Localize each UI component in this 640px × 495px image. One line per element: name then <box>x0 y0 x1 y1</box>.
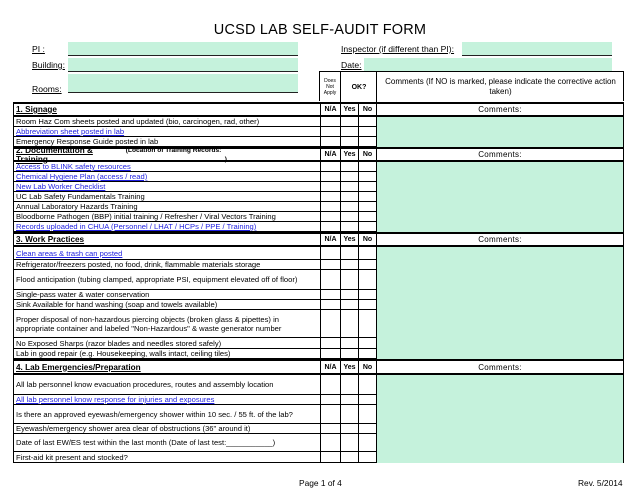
checklist-row <box>13 395 624 405</box>
na-checkbox[interactable] <box>320 212 340 222</box>
item-text: Bloodborne Pathogen (BBP) initial training / Refresher / Viral Vectors Training <box>13 212 320 222</box>
comments-field[interactable] <box>376 405 624 424</box>
yes-checkbox[interactable] <box>340 452 358 463</box>
rooms-label: Rooms: <box>32 84 62 94</box>
yes-checkbox[interactable] <box>340 137 358 147</box>
page-number: Page 1 of 4 <box>299 478 342 488</box>
na-checkbox[interactable] <box>320 172 340 182</box>
item-text: Single-pass water & water conservation <box>13 290 320 300</box>
no-checkbox[interactable] <box>358 338 376 349</box>
no-checkbox[interactable] <box>358 127 376 137</box>
na-checkbox[interactable] <box>320 452 340 463</box>
na-checkbox[interactable] <box>320 310 340 338</box>
checklist-row <box>13 349 624 359</box>
checklist-row <box>13 192 624 202</box>
yes-checkbox[interactable] <box>340 424 358 434</box>
item-text: Lab in good repair (e.g. Housekeeping, walls intact, ceiling tiles) <box>13 349 320 359</box>
no-checkbox[interactable] <box>358 300 376 310</box>
comments-header: Comments: <box>376 232 624 247</box>
comments-field[interactable] <box>376 222 624 232</box>
item-text: Annual Laboratory Hazards Training <box>13 202 320 212</box>
checklist-row <box>13 202 624 212</box>
na-checkbox[interactable] <box>320 162 340 172</box>
date-field[interactable] <box>364 58 612 72</box>
no-checkbox[interactable] <box>358 405 376 424</box>
date-label: Date: <box>341 60 362 70</box>
item-text: Proper disposal of non-hazardous piercing objects (broken glass & pipettes) in appropriate container and labeled "Non-Hazardous" & waste generator number <box>13 310 320 338</box>
comments-header: Comments: <box>376 102 624 117</box>
comments-field[interactable] <box>376 117 624 127</box>
checklist-row <box>13 247 624 260</box>
comments-field[interactable] <box>376 349 624 359</box>
no-checkbox[interactable] <box>358 162 376 172</box>
comments-field[interactable] <box>376 192 624 202</box>
item-text: Is there an approved eyewash/emergency shower within 10 sec. / 55 ft. of the lab? <box>13 405 320 424</box>
checklist-row <box>13 117 624 127</box>
checklist-row <box>13 182 624 192</box>
yes-header: Yes <box>340 359 358 375</box>
revision: Rev. 5/2014 <box>578 478 623 488</box>
section-title <box>13 359 320 375</box>
na-checkbox[interactable] <box>320 260 340 270</box>
checklist-row <box>13 222 624 232</box>
comments-field[interactable] <box>376 375 624 395</box>
no-checkbox[interactable] <box>358 424 376 434</box>
yes-checkbox[interactable] <box>340 117 358 127</box>
no-checkbox[interactable] <box>358 260 376 270</box>
checklist-row <box>13 162 624 172</box>
na-checkbox[interactable] <box>320 222 340 232</box>
yes-checkbox[interactable] <box>340 260 358 270</box>
checklist-row <box>13 270 624 290</box>
yes-checkbox[interactable] <box>340 127 358 137</box>
checklist-row <box>13 260 624 270</box>
comments-field[interactable] <box>376 424 624 434</box>
comments-field[interactable] <box>376 202 624 212</box>
building-label: Building: <box>32 60 65 70</box>
section-title-text: 2. Documentation & Training <box>16 145 93 164</box>
comments-field[interactable] <box>376 137 624 147</box>
no-checkbox[interactable] <box>358 202 376 212</box>
rooms-field[interactable] <box>68 74 298 93</box>
comments-field[interactable] <box>376 247 624 260</box>
no-checkbox[interactable] <box>358 395 376 405</box>
yes-checkbox[interactable] <box>340 172 358 182</box>
section-header <box>13 359 624 375</box>
no-checkbox[interactable] <box>358 222 376 232</box>
item-text: No Exposed Sharps (razor blades and needles stored safely) <box>13 338 320 349</box>
yes-checkbox[interactable] <box>340 434 358 452</box>
checklist-row <box>13 452 624 463</box>
item-link[interactable]: New Lab Worker Checklist <box>13 182 320 192</box>
no-checkbox[interactable] <box>358 137 376 147</box>
item-text: All lab personnel know evacuation procedures, routes and assembly location <box>13 375 320 395</box>
yes-checkbox[interactable] <box>340 202 358 212</box>
yes-checkbox[interactable] <box>340 349 358 359</box>
comments-field[interactable] <box>376 395 624 405</box>
inspector-label: Inspector (if different than PI): <box>341 44 455 54</box>
checklist-row <box>13 375 624 395</box>
yes-checkbox[interactable] <box>340 192 358 202</box>
item-text: Date of last EW/ES test within the last month (Date of last test:___________) <box>13 434 320 452</box>
checklist-row <box>13 212 624 222</box>
no-checkbox[interactable] <box>358 290 376 300</box>
item-link[interactable]: Chemical Hygiene Plan (access / read) <box>13 172 320 182</box>
item-link[interactable]: Clean areas & trash can posted <box>13 247 320 260</box>
section-title <box>13 232 320 247</box>
comments-field[interactable] <box>376 434 624 452</box>
pi-field[interactable] <box>68 42 298 56</box>
yes-checkbox[interactable] <box>340 338 358 349</box>
item-text: First-aid kit present and stocked? <box>13 452 320 463</box>
comments-field[interactable] <box>376 162 624 172</box>
item-text: Emergency Response Guide posted in lab <box>13 137 320 147</box>
pi-label: PI : <box>32 44 45 54</box>
na-checkbox[interactable] <box>320 405 340 424</box>
comments-field[interactable] <box>376 310 624 338</box>
no-checkbox[interactable] <box>358 310 376 338</box>
checklist-row <box>13 405 624 424</box>
comments-field[interactable] <box>376 172 624 182</box>
na-header: N/A <box>320 102 340 117</box>
na-checkbox[interactable] <box>320 202 340 212</box>
no-header: No <box>358 232 376 247</box>
section-title-text: 1. Signage <box>16 105 57 114</box>
comments-field[interactable] <box>376 127 624 137</box>
no-checkbox[interactable] <box>358 452 376 463</box>
yes-checkbox[interactable] <box>340 405 358 424</box>
checklist-row <box>13 310 624 338</box>
na-checkbox[interactable] <box>320 338 340 349</box>
yes-checkbox[interactable] <box>340 222 358 232</box>
ok-header: OK? <box>340 72 377 102</box>
no-checkbox[interactable] <box>358 434 376 452</box>
item-link[interactable]: Records uploaded in CHUA (Personnel / LHAT / HCPs / PPE / Training) <box>13 222 320 232</box>
comments-field[interactable] <box>376 270 624 290</box>
na-checkbox[interactable] <box>320 247 340 260</box>
item-text: Eyewash/emergency shower area clear of obstructions (36" around it) <box>13 424 320 434</box>
checklist-row <box>13 172 624 182</box>
na-header: N/A <box>320 359 340 375</box>
checklist-row <box>13 424 624 434</box>
section-header <box>13 102 624 117</box>
comments-field[interactable] <box>376 300 624 310</box>
section-subtitle: (Location of Training Records: ___________________________) <box>125 146 227 163</box>
na-checkbox[interactable] <box>320 375 340 395</box>
comments-field[interactable] <box>376 290 624 300</box>
no-checkbox[interactable] <box>358 270 376 290</box>
na-checkbox[interactable] <box>320 182 340 192</box>
yes-header: Yes <box>340 147 358 162</box>
checklist-row <box>13 290 624 300</box>
na-checkbox[interactable] <box>320 137 340 147</box>
checklist-row <box>13 434 624 452</box>
yes-header: Yes <box>340 232 358 247</box>
na-checkbox[interactable] <box>320 192 340 202</box>
section-title-text: 3. Work Practices <box>16 235 85 244</box>
comments-field[interactable] <box>376 260 624 270</box>
na-checkbox[interactable] <box>320 349 340 359</box>
no-checkbox[interactable] <box>358 375 376 395</box>
comments-note-header: Comments (If NO is marked, please indicate the corrective action taken) <box>376 72 624 102</box>
na-checkbox[interactable] <box>320 127 340 137</box>
checklist-row <box>13 300 624 310</box>
building-field[interactable] <box>68 58 298 72</box>
na-header: N/A <box>320 147 340 162</box>
section-header <box>13 232 624 247</box>
yes-checkbox[interactable] <box>340 395 358 405</box>
yes-checkbox[interactable] <box>340 247 358 260</box>
no-checkbox[interactable] <box>358 247 376 260</box>
item-link[interactable]: Abbreviation sheet posted in lab <box>13 127 320 137</box>
yes-checkbox[interactable] <box>340 290 358 300</box>
yes-checkbox[interactable] <box>340 182 358 192</box>
no-checkbox[interactable] <box>358 212 376 222</box>
comments-field[interactable] <box>376 452 624 463</box>
section-header <box>13 147 624 162</box>
no-checkbox[interactable] <box>358 192 376 202</box>
na-checkbox[interactable] <box>320 424 340 434</box>
item-text: Room Haz Com sheets posted and updated (bio, carcinogen, rad, other) <box>13 117 320 127</box>
yes-checkbox[interactable] <box>340 310 358 338</box>
na-checkbox[interactable] <box>320 117 340 127</box>
item-link[interactable]: Access to BLINK safety resources <box>13 162 320 172</box>
inspector-field[interactable] <box>462 42 612 56</box>
no-header: No <box>358 102 376 117</box>
na-checkbox[interactable] <box>320 300 340 310</box>
no-checkbox[interactable] <box>358 182 376 192</box>
item-text: Flood anticipation (tubing clamped, appropriate PSI, equipment elevated off of floor) <box>13 270 320 290</box>
no-checkbox[interactable] <box>358 172 376 182</box>
no-checkbox[interactable] <box>358 117 376 127</box>
na-checkbox[interactable] <box>320 434 340 452</box>
no-header: No <box>358 359 376 375</box>
no-checkbox[interactable] <box>358 349 376 359</box>
section-title <box>13 147 320 162</box>
yes-checkbox[interactable] <box>340 270 358 290</box>
na-checkbox[interactable] <box>320 290 340 300</box>
item-link[interactable]: All lab personnel know response for injuries and exposures <box>13 395 320 405</box>
yes-checkbox[interactable] <box>340 300 358 310</box>
column-header <box>319 71 624 101</box>
does-not-apply-header: Does Not Apply <box>323 78 337 96</box>
comments-field[interactable] <box>376 338 624 349</box>
yes-header: Yes <box>340 102 358 117</box>
section-title <box>13 102 320 117</box>
comments-field[interactable] <box>376 212 624 222</box>
yes-checkbox[interactable] <box>340 212 358 222</box>
item-text: UC Lab Safety Fundamentals Training <box>13 192 320 202</box>
comments-header: Comments: <box>376 147 624 162</box>
no-header: No <box>358 147 376 162</box>
item-text: Refrigerator/freezers posted, no food, drink, flammable materials storage <box>13 260 320 270</box>
comments-header: Comments: <box>376 359 624 375</box>
na-checkbox[interactable] <box>320 395 340 405</box>
comments-field[interactable] <box>376 182 624 192</box>
yes-checkbox[interactable] <box>340 162 358 172</box>
na-checkbox[interactable] <box>320 270 340 290</box>
checklist-row <box>13 127 624 137</box>
item-text: Sink Available for hand washing (soap and towels available) <box>13 300 320 310</box>
page-title: UCSD LAB SELF-AUDIT FORM <box>213 22 427 38</box>
section-title-text: 4. Lab Emergencies/Preparation <box>16 362 141 372</box>
yes-checkbox[interactable] <box>340 375 358 395</box>
na-header: N/A <box>320 232 340 247</box>
checklist-row <box>13 338 624 349</box>
